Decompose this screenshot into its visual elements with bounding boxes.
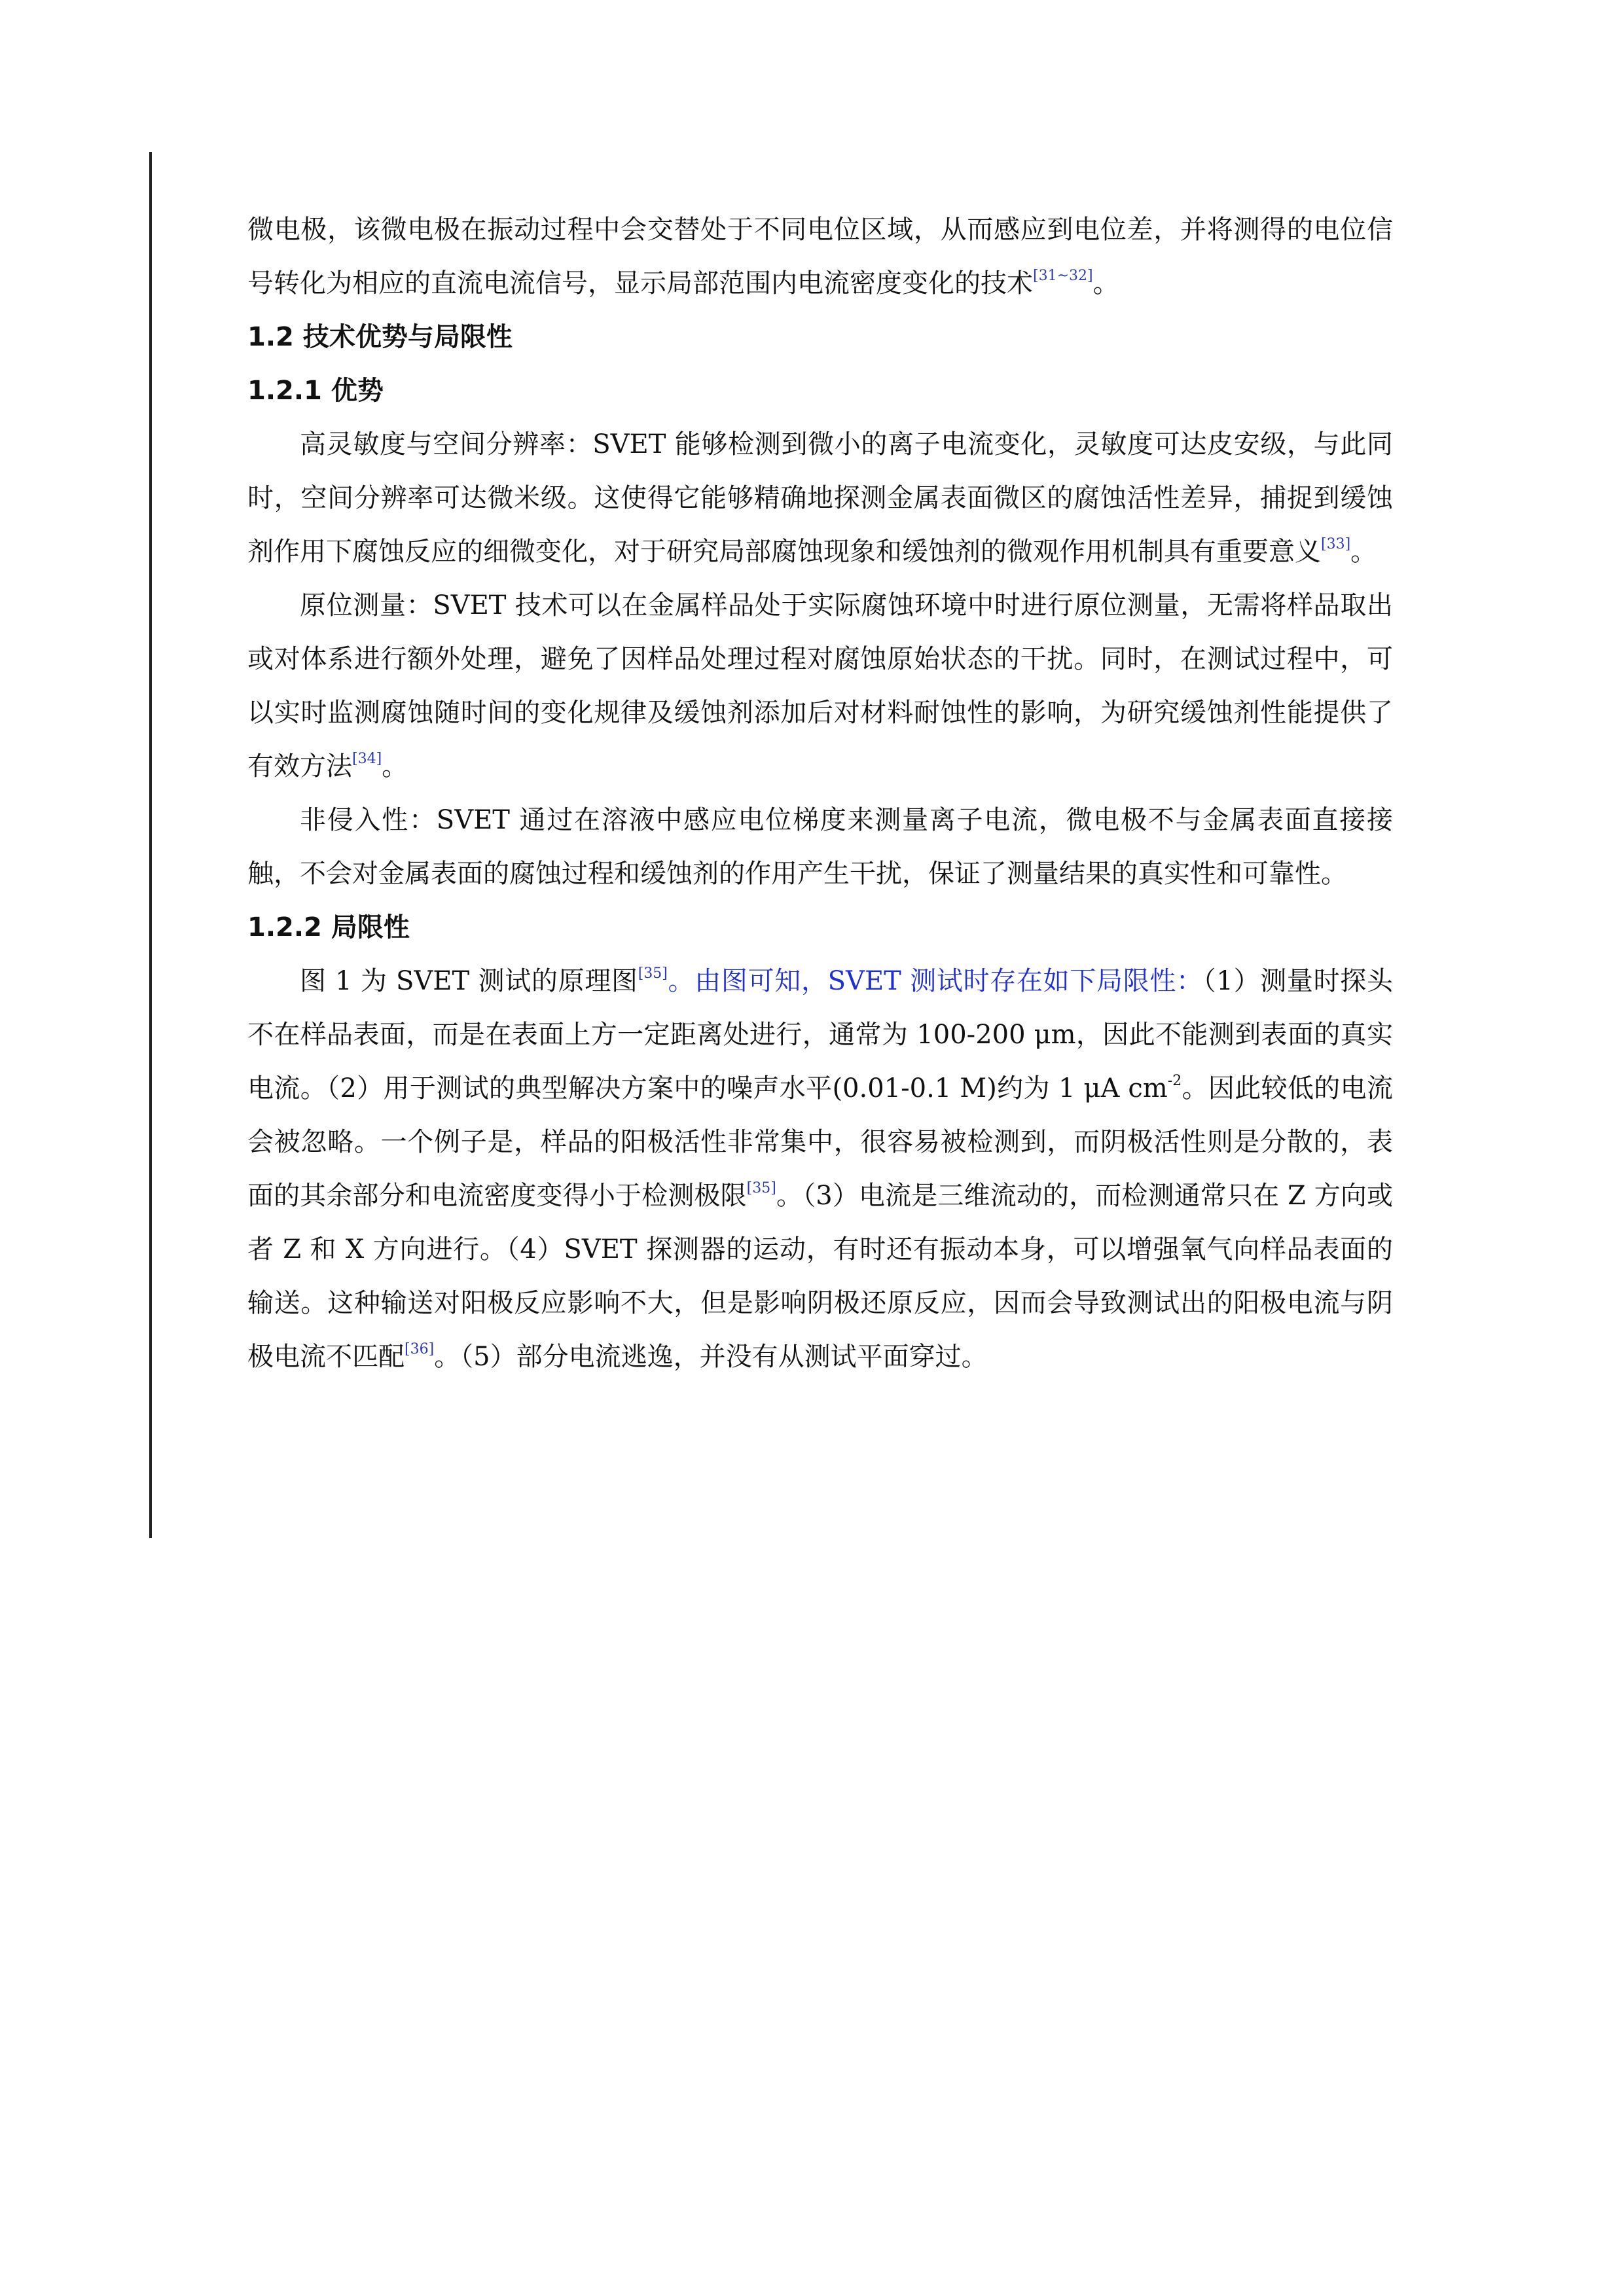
highlighted-text: 。由图可知，SVET 测试时存在如下局限性： xyxy=(667,966,1203,996)
paragraph-text: 高灵敏度与空间分辨率：SVET 能够检测到微小的离子电流变化，灵敏度可达皮安级，与此同时，空间分辨率可达微米级。这使得它能够精确地探测金属表面微区的腐蚀活性差异，捕捉到缓蚀剂作用下腐蚀反应的细微变化，对于研究局部腐蚀现象和缓蚀剂的微观作用机制具有重要意义 xyxy=(247,429,1393,567)
heading-title: 技术优势与局限性 xyxy=(302,322,513,352)
citation-ref[interactable]: [31~32] xyxy=(1033,268,1093,284)
margin-change-bar xyxy=(149,152,152,1538)
document-body xyxy=(247,203,1393,1384)
paragraph-text: 微电极，该微电极在振动过程中会交替处于不同电位区域，从而感应到电位差，并将测得的电位信号转化为相应的直流电流信号，显示局部范围内电流密度变化的技术 xyxy=(247,215,1393,298)
paragraph-text: 原位测量：SVET 技术可以在金属样品处于实际腐蚀环境中时进行原位测量，无需将样品取出或对体系进行额外处理，避免了因样品处理过程对腐蚀原始状态的干扰。同时，在测试过程中，可以实时监测腐蚀随时间的变化规律及缓蚀剂添加后对材料耐蚀性的影响，为研究缓蚀剂性能提供了有效方法 xyxy=(247,590,1393,781)
citation-ref[interactable]: [33] xyxy=(1321,536,1351,552)
paragraph-in-situ: 原位测量：SVET 技术可以在金属样品处于实际腐蚀环境中时进行原位测量，无需将样品取出或对体系进行额外处理，避免了因样品处理过程对腐蚀原始状态的干扰。同时，在测试过程中，可以实时监测腐蚀随时间的变化规律及缓蚀剂添加后对材料耐蚀性的影响，为研究缓蚀剂性能提供了有效方法[34]。 xyxy=(247,590,1393,781)
section-heading-1-2-2 xyxy=(247,901,1393,954)
heading-number: 1.2.2 xyxy=(247,912,322,942)
unit-exponent: -2 xyxy=(1167,1073,1182,1089)
section-heading-1-2 xyxy=(247,310,1393,364)
citation-ref[interactable]: [36] xyxy=(405,1341,435,1357)
citation-ref[interactable]: [34] xyxy=(352,751,382,767)
citation-ref[interactable]: [35] xyxy=(638,965,668,982)
paragraph-sensitivity: 高灵敏度与空间分辨率：SVET 能够检测到微小的离子电流变化，灵敏度可达皮安级，与此同时，空间分辨率可达微米级。这使得它能够精确地探测金属表面微区的腐蚀活性差异，捕捉到缓蚀剂作用下腐蚀反应的细微变化，对于研究局部腐蚀现象和缓蚀剂的微观作用机制具有重要意义[33]。 xyxy=(247,429,1393,567)
paragraph-non-invasive xyxy=(247,793,1393,901)
paragraph-text: 。（5）部分电流逃逸，并没有从测试平面穿过。 xyxy=(434,1342,988,1372)
citation-ref[interactable]: [35] xyxy=(746,1180,776,1196)
paragraph-text: 非侵入性：SVET 通过在溶液中感应电位梯度来测量离子电流，微电极不与金属表面直接接触，不会对金属表面的腐蚀过程和缓蚀剂的作用产生干扰，保证了测量结果的真实性和可靠性。 xyxy=(247,805,1393,889)
paragraph-intro: 微电极，该微电极在振动过程中会交替处于不同电位区域，从而感应到电位差，并将测得的电位信号转化为相应的直流电流信号，显示局部范围内电流密度变化的技术[31~32]。 xyxy=(247,215,1393,298)
paragraph-text: 。（3）电流是三维流动的，而检测通常只在 Z 方向或者 Z 和 X 方向进行。（4）SVET 探测器的运动，有时还有振动本身，可以增强氧气向样品表面的输送。这种输送对阳极反应影响不大，但是影响阴极还原反应，因而会导致测试出的阳极电流与阴极电流不匹配 xyxy=(247,1181,1394,1372)
paragraph-limitations xyxy=(247,954,1393,1384)
section-heading-1-2-1 xyxy=(247,364,1393,418)
paragraph-text: 图 1 为 SVET 测试的原理图 xyxy=(300,966,638,996)
paragraph-text: （1）测量时探头不在样品表面，而是在表面上方一定距离处进行，通常为 100-200 μm，因此不能测到表面的真实电流。（2）用于测试的典型解决方案中的噪声水平(0.01-0.1 M)约为 1 μA cm xyxy=(247,966,1393,1103)
heading-title: 局限性 xyxy=(331,912,410,942)
paragraph-text: 。因此较低的电流会被忽略。一个例子是，样品的阳极活性非常集中，很容易被检测到，而阴极活性则是分散的，表面的其余部分和电流密度变得小于检测极限 xyxy=(247,1073,1394,1211)
heading-title: 优势 xyxy=(331,376,384,406)
heading-number: 1.2 xyxy=(247,322,294,352)
heading-number: 1.2.1 xyxy=(247,376,322,406)
